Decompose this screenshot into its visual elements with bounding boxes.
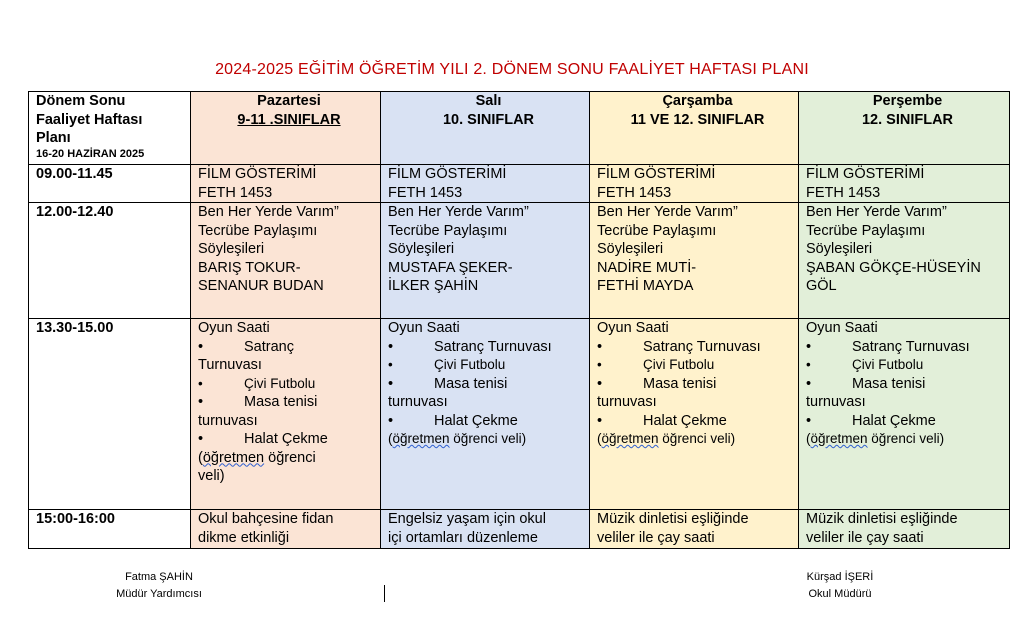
games-heading: Oyun Saati bbox=[388, 320, 460, 336]
talk-line-3: Söyleşileri bbox=[198, 241, 265, 257]
signatory-role: Okul Müdürü bbox=[808, 588, 872, 600]
activity-line-2: veliler ile çay saati bbox=[597, 529, 715, 546]
activity-line-1: Müzik dinletisi eşliğinde bbox=[806, 511, 958, 527]
bullet-text: Masa tenisi bbox=[244, 394, 318, 410]
day-classes: 10. SINIFLAR bbox=[442, 111, 535, 128]
bullet-text: Satranç Turnuvası bbox=[852, 338, 970, 355]
header-row bbox=[29, 92, 1010, 165]
bullet-item bbox=[388, 356, 589, 375]
slot-cell bbox=[799, 319, 1010, 510]
bullet-glyph: • bbox=[388, 412, 394, 429]
slot-cell bbox=[381, 203, 590, 319]
paren: ( bbox=[388, 431, 393, 446]
bullet-continuation: Turnuvası bbox=[198, 357, 262, 373]
participants-rest: öğrenci bbox=[264, 449, 316, 466]
slot-cell bbox=[590, 510, 799, 549]
talk-line-1: Ben Her Yerde Varım” bbox=[198, 204, 339, 220]
film-name: FETH 1453 bbox=[388, 184, 463, 201]
talk-line-3: Söyleşileri bbox=[388, 241, 455, 257]
speaker-1: ŞABAN GÖKÇE-HÜSEYİN bbox=[806, 259, 981, 276]
paren: ( bbox=[597, 431, 602, 446]
corner-line-1: Dönem Sonu bbox=[36, 93, 126, 109]
slot-time: 13.30-15.00 bbox=[29, 319, 191, 510]
slot-row-afternoon bbox=[29, 510, 1010, 549]
bullet-item bbox=[806, 375, 1009, 394]
participants-rest: öğrenci veli) bbox=[867, 431, 945, 446]
slot-cell bbox=[381, 165, 590, 203]
bullet-continuation: turnuvası bbox=[597, 394, 657, 410]
slot-row-talks bbox=[29, 203, 1010, 319]
bullet-glyph: • bbox=[388, 357, 393, 372]
bullet-text: Halat Çekme bbox=[434, 412, 518, 429]
teacher-word: öğretmen bbox=[202, 449, 265, 466]
bullet-item bbox=[198, 430, 380, 449]
speaker-1: MUSTAFA ŞEKER- bbox=[388, 259, 513, 276]
teacher-word: öğretmen bbox=[392, 431, 450, 446]
slot-cell bbox=[191, 319, 381, 510]
activity-line-2: veliler ile çay saati bbox=[806, 529, 924, 546]
bullet-glyph: • bbox=[597, 375, 603, 392]
participants-rest: öğrenci veli) bbox=[658, 431, 736, 446]
paren: ( bbox=[806, 431, 811, 446]
film-name: FETH 1453 bbox=[806, 184, 881, 201]
speaker-2: İLKER ŞAHİN bbox=[388, 278, 479, 294]
film-title: FİLM GÖSTERİMİ bbox=[198, 166, 317, 182]
bullet-text: Çivi Futbolu bbox=[244, 375, 316, 391]
corner-line-2: Faaliyet Haftası bbox=[36, 111, 143, 128]
signatory-role: Müdür Yardımcısı bbox=[116, 588, 202, 600]
bullet-glyph: • bbox=[597, 338, 603, 355]
bullet-item bbox=[597, 375, 798, 394]
bullet-item bbox=[806, 412, 1009, 431]
slot-row-film bbox=[29, 165, 1010, 203]
participants bbox=[388, 430, 589, 449]
paren: ( bbox=[198, 449, 203, 466]
day-header-monday bbox=[191, 92, 381, 165]
bullet-glyph: • bbox=[198, 375, 203, 391]
teacher-word: öğretmen bbox=[810, 431, 868, 446]
page-title: 2024-2025 EĞİTİM ÖĞRETİM YILI 2. DÖNEM SONU FAALİYET HAFTASI PLANI bbox=[215, 61, 809, 78]
bullet-continuation: turnuvası bbox=[388, 394, 448, 410]
slot-row-games bbox=[29, 319, 1010, 510]
participants bbox=[597, 430, 798, 449]
film-title: FİLM GÖSTERİMİ bbox=[806, 166, 925, 182]
bullet-glyph: • bbox=[597, 412, 603, 429]
participants-end: veli) bbox=[198, 468, 225, 484]
slot-cell bbox=[191, 510, 381, 549]
bullet-item bbox=[388, 338, 589, 357]
speaker-1: NADİRE MUTİ- bbox=[597, 259, 697, 276]
bullet-continuation: turnuvası bbox=[806, 394, 866, 410]
bullet-text: Masa tenisi bbox=[852, 375, 926, 392]
bullet-item bbox=[388, 375, 589, 394]
bullet-item bbox=[806, 338, 1009, 357]
activity-line-1: Okul bahçesine fidan bbox=[198, 511, 334, 527]
bullet-text: Halat Çekme bbox=[244, 431, 328, 447]
speaker-2: SENANUR BUDAN bbox=[198, 278, 324, 294]
day-name: Perşembe bbox=[872, 93, 943, 109]
bullet-item bbox=[388, 412, 589, 431]
bullet-item bbox=[198, 338, 380, 357]
day-name: Çarşamba bbox=[662, 93, 733, 109]
slot-time: 15:00-16:00 bbox=[29, 510, 191, 549]
activity-plan-table bbox=[28, 91, 1010, 549]
speaker-2: GÖL bbox=[806, 278, 837, 294]
day-header-thursday bbox=[799, 92, 1010, 165]
slot-cell bbox=[799, 203, 1010, 319]
film-title: FİLM GÖSTERİMİ bbox=[597, 166, 716, 182]
bullet-glyph: • bbox=[806, 357, 811, 372]
bullet-glyph: • bbox=[198, 431, 204, 447]
film-title: FİLM GÖSTERİMİ bbox=[388, 166, 507, 182]
slot-cell bbox=[590, 203, 799, 319]
participants bbox=[806, 430, 1009, 449]
slot-cell bbox=[799, 165, 1010, 203]
slot-cell bbox=[191, 165, 381, 203]
bullet-glyph: • bbox=[198, 394, 204, 410]
bullet-item bbox=[597, 356, 798, 375]
bullet-glyph: • bbox=[388, 375, 394, 392]
bullet-text: Halat Çekme bbox=[852, 412, 936, 429]
bullet-text: Çivi Futbolu bbox=[643, 357, 715, 372]
slot-cell bbox=[590, 319, 799, 510]
text-cursor bbox=[384, 585, 385, 602]
film-name: FETH 1453 bbox=[597, 184, 672, 201]
activity-line-1: Müzik dinletisi eşliğinde bbox=[597, 511, 749, 527]
day-name: Pazartesi bbox=[257, 93, 321, 109]
slot-cell bbox=[381, 319, 590, 510]
day-name: Salı bbox=[475, 93, 502, 109]
games-heading: Oyun Saati bbox=[806, 320, 878, 336]
bullet-text: Masa tenisi bbox=[643, 375, 717, 392]
corner-line-3: Planı bbox=[36, 130, 71, 146]
games-heading: Oyun Saati bbox=[198, 320, 270, 336]
speaker-1: BARIŞ TOKUR- bbox=[198, 259, 301, 276]
bullet-text: Satranç Turnuvası bbox=[643, 338, 761, 355]
activity-line-2: içi ortamları düzenleme bbox=[388, 529, 538, 546]
bullet-text: Çivi Futbolu bbox=[852, 357, 924, 372]
slot-cell bbox=[590, 165, 799, 203]
bullet-text: Çivi Futbolu bbox=[434, 357, 506, 372]
bullet-text: Satranç bbox=[244, 338, 294, 355]
slot-cell bbox=[799, 510, 1010, 549]
bullet-glyph: • bbox=[806, 375, 812, 392]
participants-rest: öğrenci veli) bbox=[449, 431, 527, 446]
bullet-item bbox=[198, 375, 380, 394]
speaker-2: FETHİ MAYDA bbox=[597, 278, 694, 294]
bullet-item bbox=[597, 412, 798, 431]
day-header-tuesday bbox=[381, 92, 590, 165]
bullet-item bbox=[806, 356, 1009, 375]
talk-line-2: Tecrübe Paylaşımı bbox=[198, 222, 318, 239]
talk-line-3: Söyleşileri bbox=[597, 241, 664, 257]
signature-left bbox=[100, 569, 218, 603]
film-name: FETH 1453 bbox=[198, 184, 273, 201]
bullet-text: Masa tenisi bbox=[434, 375, 508, 392]
bullet-glyph: • bbox=[198, 338, 204, 355]
talk-line-2: Tecrübe Paylaşımı bbox=[597, 222, 717, 239]
bullet-glyph: • bbox=[388, 338, 394, 355]
bullet-item bbox=[198, 393, 380, 412]
corner-date: 16-20 HAZİRAN 2025 bbox=[36, 147, 145, 160]
bullet-item bbox=[597, 338, 798, 357]
bullet-continuation: turnuvası bbox=[198, 412, 258, 429]
slot-cell bbox=[381, 510, 590, 549]
slot-time: 12.00-12.40 bbox=[29, 203, 191, 319]
signatory-name: Fatma ŞAHİN bbox=[125, 571, 193, 583]
talk-line-3: Söyleşileri bbox=[806, 241, 873, 257]
teacher-word: öğretmen bbox=[601, 431, 659, 446]
bullet-glyph: • bbox=[806, 412, 812, 429]
bullet-glyph: • bbox=[597, 357, 602, 372]
bullet-text: Satranç Turnuvası bbox=[434, 338, 552, 355]
talk-line-2: Tecrübe Paylaşımı bbox=[388, 222, 508, 239]
talk-line-2: Tecrübe Paylaşımı bbox=[806, 222, 926, 239]
bullet-text: Halat Çekme bbox=[643, 412, 727, 429]
activity-line-2: dikme etkinliği bbox=[198, 529, 290, 546]
corner-cell bbox=[29, 92, 191, 165]
signatory-name: Kürşad İŞERİ bbox=[806, 571, 874, 583]
activity-line-1: Engelsiz yaşam için okul bbox=[388, 511, 546, 527]
bullet-glyph: • bbox=[806, 338, 812, 355]
day-classes: 12. SINIFLAR bbox=[861, 111, 954, 128]
talk-line-1: Ben Her Yerde Varım” bbox=[806, 204, 947, 220]
slot-cell bbox=[191, 203, 381, 319]
participants bbox=[198, 449, 380, 468]
day-classes: 11 VE 12. SINIFLAR bbox=[630, 111, 765, 128]
games-heading: Oyun Saati bbox=[597, 320, 669, 336]
talk-line-1: Ben Her Yerde Varım” bbox=[597, 204, 738, 220]
signature-right bbox=[770, 569, 910, 603]
slot-time: 09.00-11.45 bbox=[29, 165, 191, 203]
day-header-wednesday bbox=[590, 92, 799, 165]
talk-line-1: Ben Her Yerde Varım” bbox=[388, 204, 529, 220]
day-classes: 9-11 .SINIFLAR bbox=[237, 111, 341, 128]
